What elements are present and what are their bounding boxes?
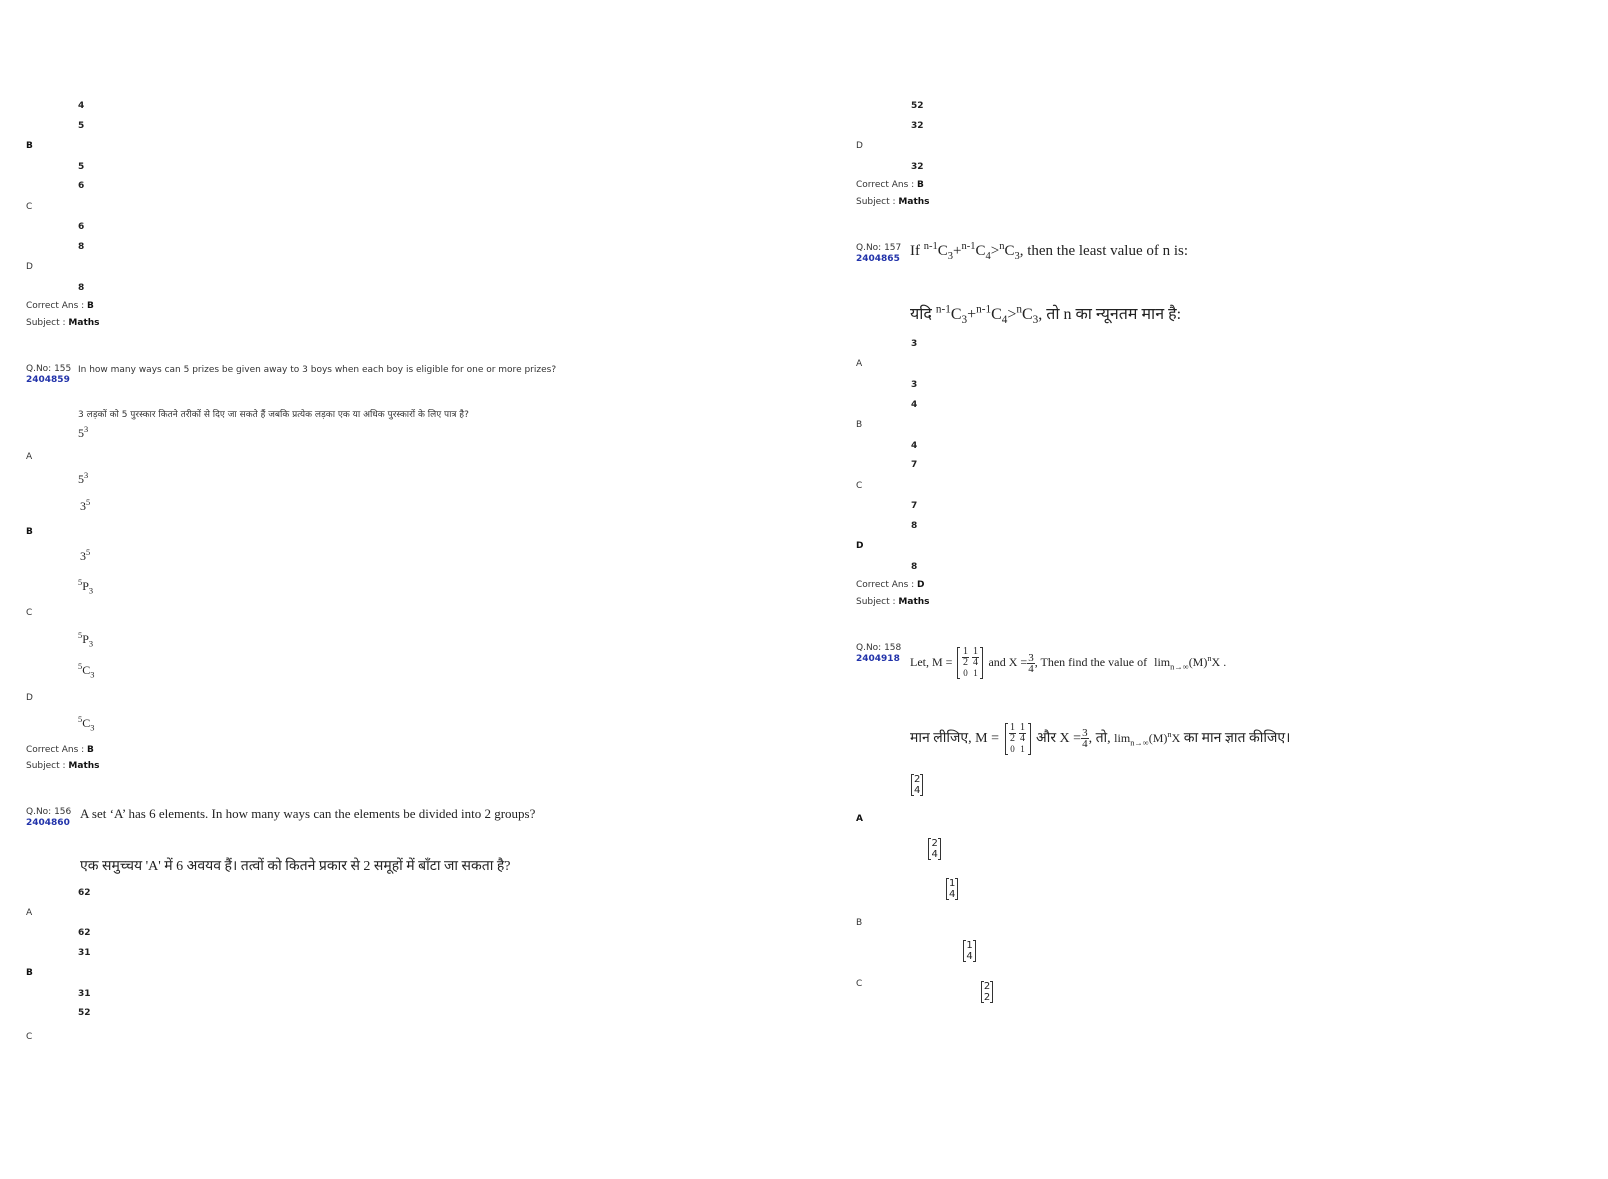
option-value: 8 bbox=[911, 562, 918, 572]
option-letter: D bbox=[856, 141, 863, 151]
option-math: $5^3$ bbox=[78, 471, 89, 486]
option-letter: D bbox=[856, 541, 864, 551]
option-letter: A bbox=[856, 814, 863, 824]
option-value: 8 bbox=[78, 283, 85, 293]
option-value: 4 bbox=[911, 441, 918, 451]
option-math: $3^5$ bbox=[80, 548, 91, 563]
correct-answer: Correct Ans : D bbox=[856, 580, 925, 590]
option-vector: 1 4 bbox=[946, 878, 958, 900]
question-text-hi: यदि $^{n-1}C_3+^{n-1}C_4>^nC_3$, तो n का न्यूनतम मान है: bbox=[910, 303, 1182, 327]
right-column bbox=[856, 0, 1596, 1003]
question-header: Q.No: 158 2404918 bbox=[856, 643, 902, 664]
option-letter: C bbox=[856, 481, 863, 491]
option-value: 8 bbox=[911, 521, 918, 531]
question-text-en: Let, M = $\frac{1}{2}$ $\frac{1}{4}$ 0 1 and X = $\frac{3}{4}$ , Then find the value of $\lim_{n\to\infty}(M)^nX$ . bbox=[910, 646, 1227, 679]
correct-answer: Correct Ans : B bbox=[26, 745, 94, 755]
option-letter: C bbox=[26, 202, 33, 212]
option-value: 6 bbox=[78, 181, 85, 191]
question-text-en: A set ‘A’ has 6 elements. In how many ways can the elements be divided into 2 groups? bbox=[80, 806, 536, 821]
correct-answer: Correct Ans : B bbox=[26, 301, 94, 311]
question-text-hi: एक समुच्चय 'A' में 6 अवयव हैं। तत्वों को कितने प्रकार से 2 समूहों में बाँटा जा सकता है? bbox=[80, 859, 511, 874]
option-value: 4 bbox=[78, 101, 85, 111]
option-letter: B bbox=[856, 918, 863, 928]
question-text-hi: 3 लड़कों को 5 पुरस्कार कितने तरीकों से दिए जा सकते हैं जबकि प्रत्येक लड़का एक या अधिक पुरस्कारों के लिए पात्र है? bbox=[78, 410, 469, 420]
option-letter: A bbox=[26, 452, 33, 462]
option-letter: D bbox=[26, 262, 33, 272]
option-value: 8 bbox=[78, 242, 85, 252]
question-header: Q.No: 157 2404865 bbox=[856, 243, 902, 264]
option-letter: C bbox=[26, 1032, 33, 1042]
option-value: 6 bbox=[78, 222, 85, 232]
subject: Subject : Maths bbox=[856, 197, 930, 207]
option-value: 32 bbox=[911, 121, 924, 131]
option-vector: 2 4 bbox=[911, 774, 923, 796]
option-value: 5 bbox=[78, 121, 85, 131]
option-value: 31 bbox=[78, 989, 91, 999]
matrix-m: $\frac{1}{2}$ $\frac{1}{4}$ 0 1 bbox=[1005, 723, 1031, 755]
option-vector: 2 2 bbox=[981, 981, 993, 1003]
option-value: 3 bbox=[911, 339, 918, 349]
option-letter: D bbox=[26, 693, 33, 703]
option-letter: A bbox=[26, 908, 33, 918]
subject: Subject : Maths bbox=[26, 761, 100, 771]
option-value: 5 bbox=[78, 162, 85, 172]
option-math: $^5P_3$ bbox=[78, 578, 94, 596]
question-text-hi: मान लीजिए, M = $\frac{1}{2}$ $\frac{1}{4}$ 0 1 और X = $\frac{3}{4}$ , तो, $\lim_{n\to\infty}(M)^nX$ का मान ज्ञात कीजिए। bbox=[910, 721, 1291, 754]
option-value: 32 bbox=[911, 162, 924, 172]
option-value: 7 bbox=[911, 460, 918, 470]
option-letter: B bbox=[26, 968, 33, 978]
question-header: Q.No: 155 2404859 bbox=[26, 364, 72, 385]
option-math: $3^5$ bbox=[80, 498, 91, 513]
option-vector: 1 4 bbox=[963, 940, 975, 962]
option-value: 62 bbox=[78, 888, 91, 898]
option-math: $^5C_3$ bbox=[78, 715, 95, 733]
correct-answer: Correct Ans : B bbox=[856, 180, 924, 190]
option-math: $^5P_3$ bbox=[78, 631, 94, 649]
option-math: $5^3$ bbox=[78, 425, 89, 440]
question-text-en: If $^{n-1}C_3+^{n-1}C_4>^nC_3$, then the least value of n is: bbox=[910, 241, 1189, 262]
option-letter: B bbox=[26, 527, 33, 537]
option-letter: B bbox=[26, 141, 33, 151]
option-value: 62 bbox=[78, 928, 91, 938]
matrix-m: $\frac{1}{2}$ $\frac{1}{4}$ 0 1 bbox=[957, 647, 983, 679]
option-value: 7 bbox=[911, 501, 918, 511]
option-math: $^5C_3$ bbox=[78, 662, 95, 680]
option-value: 3 bbox=[911, 380, 918, 390]
option-letter: A bbox=[856, 359, 863, 369]
subject: Subject : Maths bbox=[26, 318, 100, 328]
question-header: Q.No: 156 2404860 bbox=[26, 807, 72, 828]
question-text-en: In how many ways can 5 prizes be given away to 3 boys when each boy is eligible for one or more prizes? bbox=[78, 365, 557, 375]
option-vector: 2 4 bbox=[928, 838, 940, 860]
option-value: 31 bbox=[78, 948, 91, 958]
option-letter: B bbox=[856, 420, 863, 430]
subject: Subject : Maths bbox=[856, 597, 930, 607]
option-value: 52 bbox=[911, 101, 924, 111]
option-value: 4 bbox=[911, 400, 918, 410]
option-letter: C bbox=[856, 979, 863, 989]
option-letter: C bbox=[26, 608, 33, 618]
option-value: 52 bbox=[78, 1008, 91, 1018]
